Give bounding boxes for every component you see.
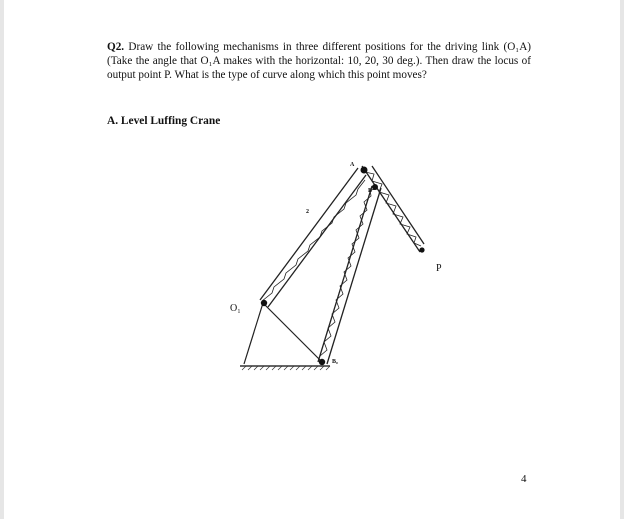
joint-a	[361, 167, 368, 174]
main-boom	[260, 168, 366, 307]
label-o1: O₁	[230, 303, 241, 314]
joint-o1	[261, 300, 267, 306]
label-link-2: 2	[306, 209, 309, 215]
label-a: A	[350, 162, 355, 168]
question-text: Draw the following mechanisms in three different positions for the driving link (O₁A) (Take the angle that O₁A makes with the horizontal: 10, 20, 30 deg.). Then draw the locus of output point P. What is the type of curve along which this point moves?	[107, 41, 531, 81]
label-b: B	[368, 188, 373, 194]
label-b0: B₀	[332, 359, 338, 365]
joint-b0	[319, 359, 325, 365]
joint-p	[419, 247, 424, 252]
page-number: 4	[521, 473, 527, 485]
ground-hatch	[240, 366, 330, 370]
question-number: Q2.	[107, 41, 125, 53]
jib-member	[362, 166, 424, 252]
section-heading: A. Level Luffing Crane	[107, 115, 221, 127]
joint-b	[372, 184, 378, 190]
base-links	[244, 303, 322, 364]
label-p: P	[436, 263, 442, 274]
strut-member	[318, 186, 381, 364]
